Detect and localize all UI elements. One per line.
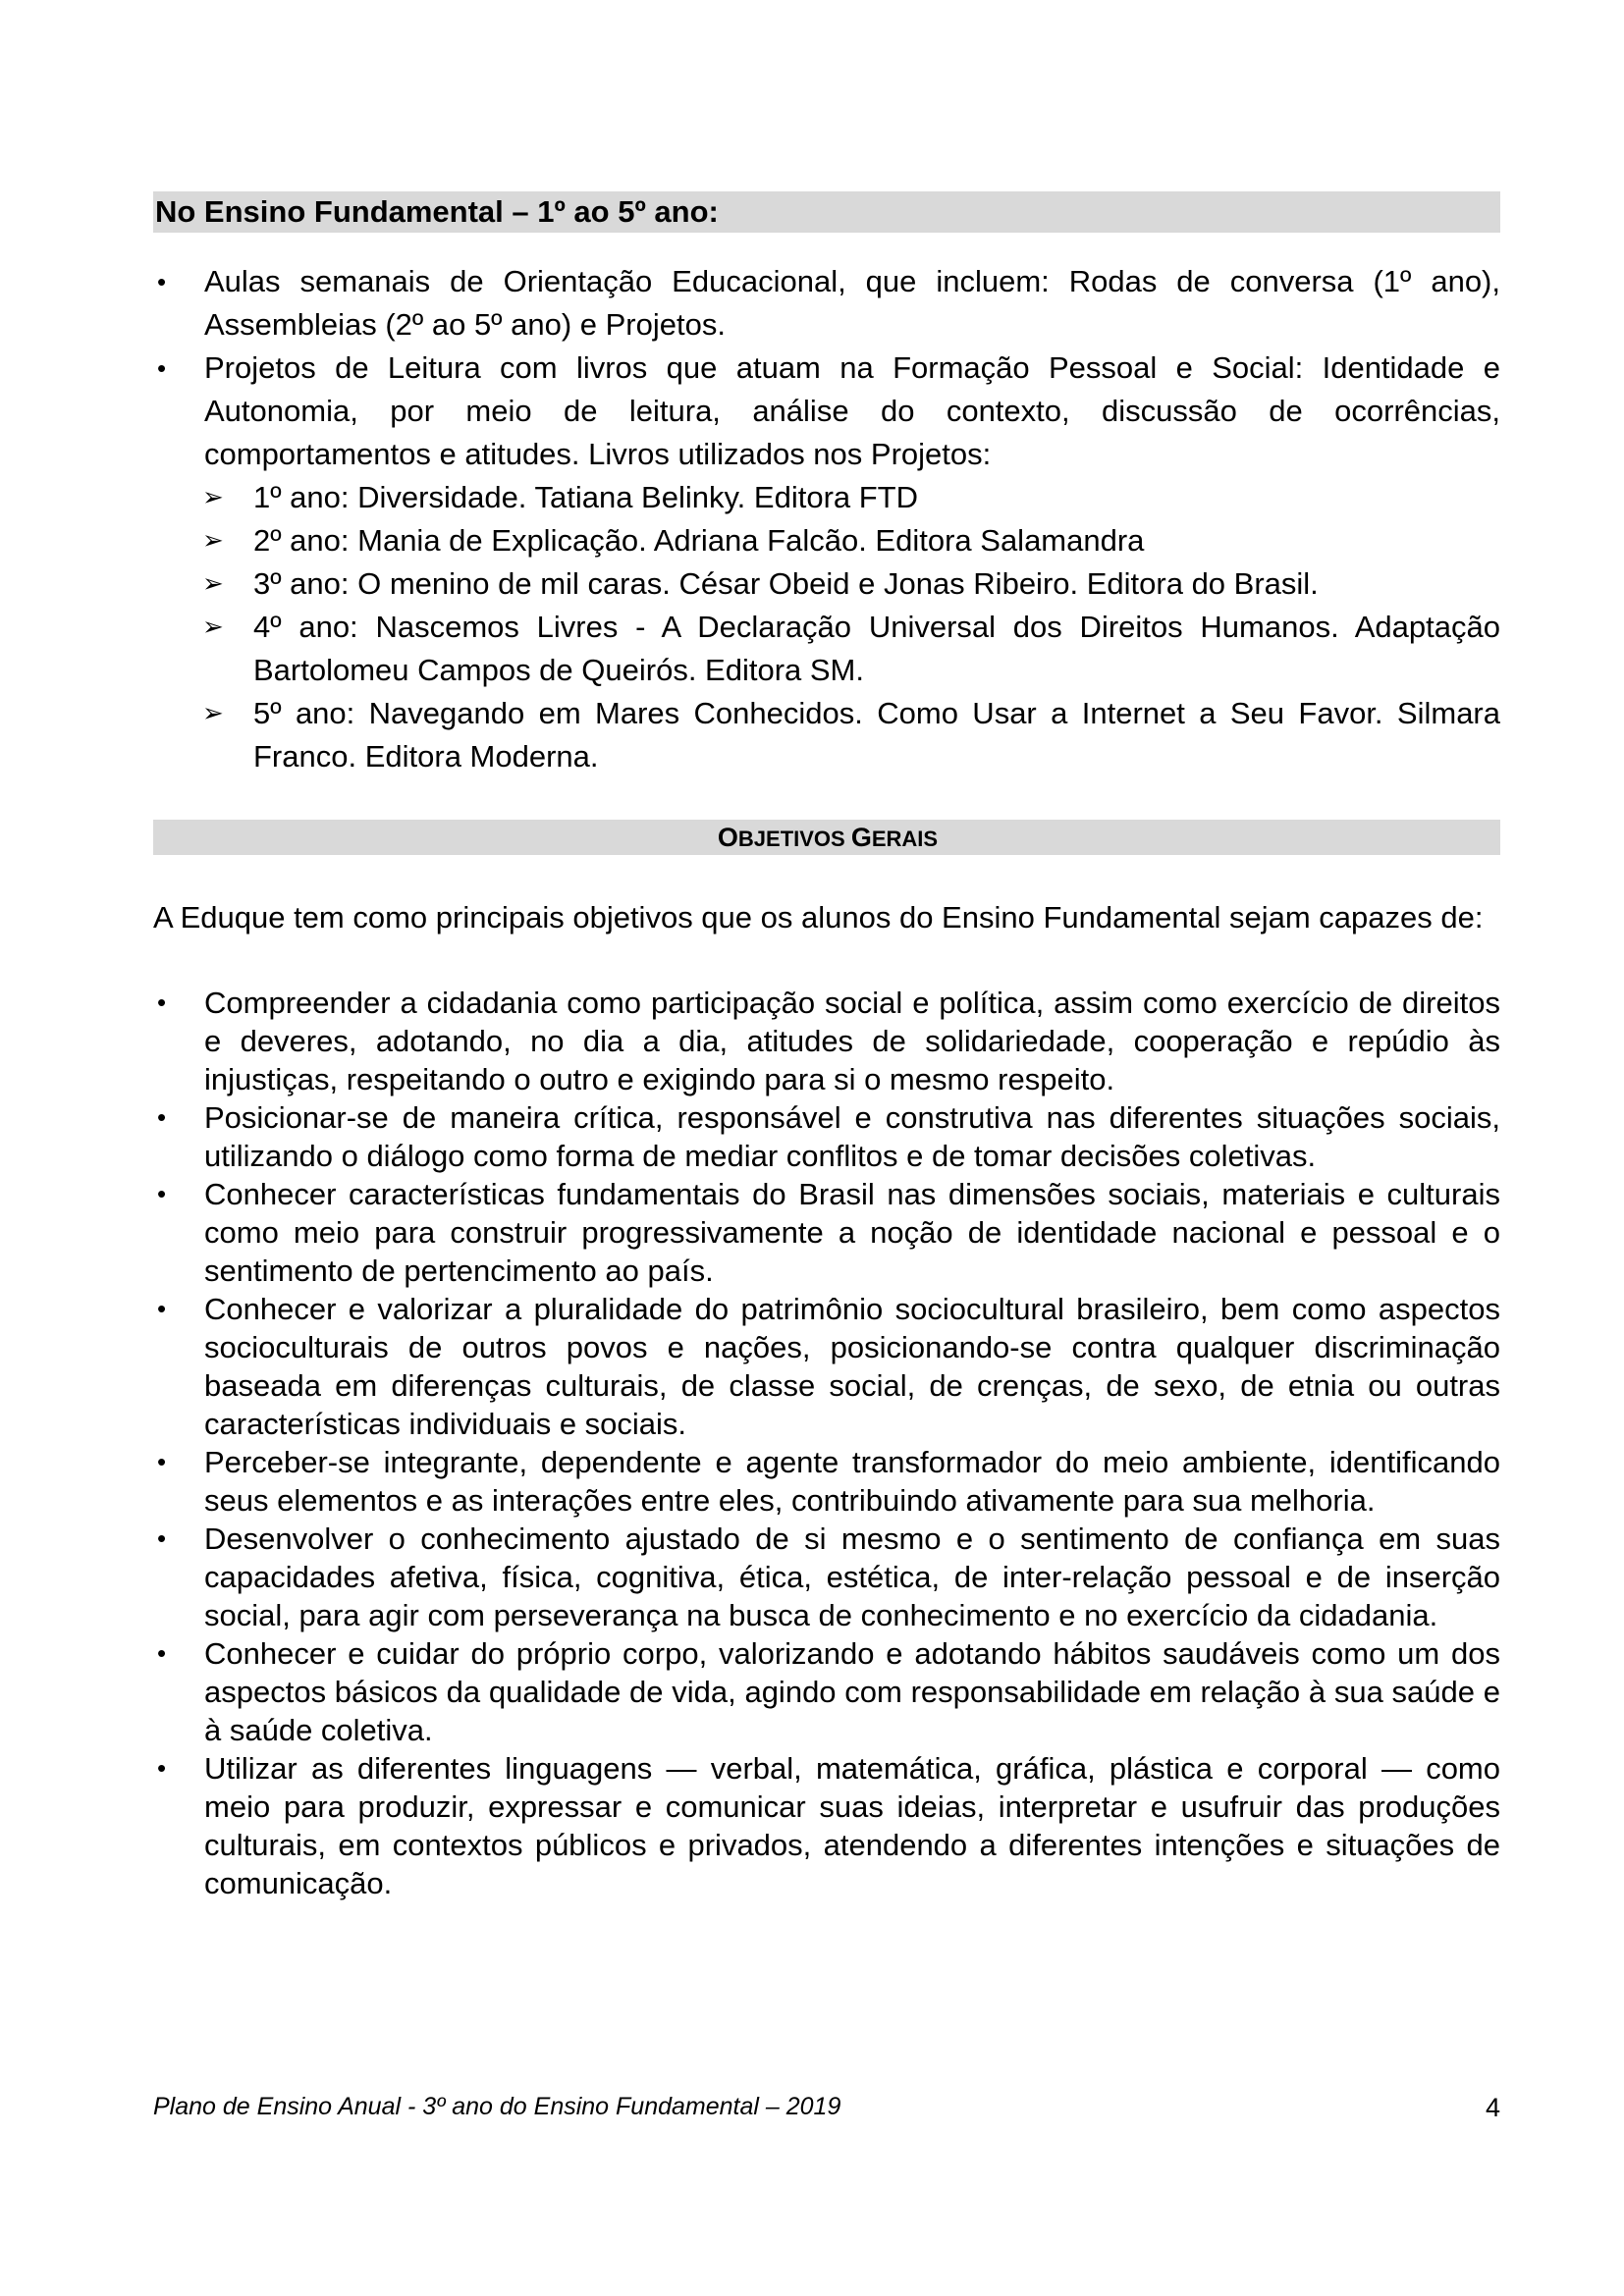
heading-part: BJETIVOS (737, 827, 851, 851)
objectives-intro: A Eduque tem como principais objetivos que os alunos do Ensino Fundamental sejam capazes de: (153, 900, 1484, 934)
book-text: 1º ano: Diversidade. Tatiana Belinky. Editora FTD (253, 480, 919, 514)
objective-item (153, 1175, 1500, 1290)
objective-text: Conhecer características fundamentais do Brasil nas dimensões sociais, materiais e culturais como meio para construir progressivamente a noção de identidade nacional e pessoal e o sentimento de pertencimento ao país. (204, 1177, 1500, 1288)
objective-text: Posicionar-se de maneira crítica, responsável e construtiva nas diferentes situações sociais, utilizando o diálogo como forma de mediar conflitos e de tomar decisões coletivas. (204, 1100, 1500, 1173)
objective-item (153, 1098, 1500, 1175)
objective-item (153, 984, 1500, 1098)
heading-part: O (717, 823, 738, 852)
objective-item (153, 1520, 1500, 1634)
book-text: 2º ano: Mania de Explicação. Adriana Falcão. Editora Salamandra (253, 523, 1145, 558)
book-text: 5º ano: Navegando em Mares Conhecidos. Como Usar a Internet a Seu Favor. Silmara Franco. Editora Moderna. (253, 696, 1500, 774)
list-item (153, 260, 1500, 347)
book-item (202, 562, 1500, 606)
book-text: 4º ano: Nascemos Livres - A Declaração Universal dos Direitos Humanos. Adaptação Bartolomeu Campos de Queirós. Editora SM. (253, 610, 1500, 687)
objective-text: Utilizar as diferentes linguagens — verbal, matemática, gráfica, plástica e corporal — como meio para produzir, expressar e comunicar suas ideias, interpretar e usufruir das produções culturais, em contextos públicos e privados, atendendo a diferentes intenções e situações de comunicação. (204, 1751, 1500, 1900)
book-item (202, 519, 1500, 562)
list-item (153, 347, 1500, 778)
objectives-list (153, 984, 1500, 1902)
objective-item (153, 1443, 1500, 1520)
book-item (202, 692, 1500, 778)
list-item-text: Projetos de Leitura com livros que atuam na Formação Pessoal e Social: Identidade e Autonomia, por meio de leitura, análise do contexto, discussão de ocorrências, comportamentos e atitudes. Livros utilizados nos Projetos: (204, 350, 1500, 471)
objective-item (153, 1290, 1500, 1443)
footer-text: Plano de Ensino Anual - 3º ano do Ensino Fundamental – 2019 (153, 2093, 841, 2120)
books-list (202, 476, 1500, 778)
section-heading-objetivos-gerais (153, 820, 1500, 855)
list-item-text: Aulas semanais de Orientação Educacional, que incluem: Rodas de conversa (1º ano), Assembleias (2º ao 5º ano) e Projetos. (204, 264, 1500, 342)
objective-text: Conhecer e valorizar a pluralidade do patrimônio sociocultural brasileiro, bem como aspectos socioculturais de outros povos e nações, posicionando-se contra qualquer discriminação baseada em diferenças culturais, de classe social, de crenças, de sexo, de etnia ou outras características individuais e sociais. (204, 1292, 1500, 1441)
objective-text: Desenvolver o conhecimento ajustado de si mesmo e o sentimento de confiança em suas capacidades afetiva, física, cognitiva, ética, estética, de inter-relação pessoal e de inserção social, para agir com perseverança na busca de conhecimento e no exercício da cidadania. (204, 1522, 1500, 1632)
ensino-fundamental-list (153, 260, 1500, 778)
page-number: 4 (1485, 2093, 1500, 2122)
book-text: 3º ano: O menino de mil caras. César Obeid e Jonas Ribeiro. Editora do Brasil. (253, 566, 1319, 601)
page-footer (153, 2093, 1500, 2121)
book-item (202, 606, 1500, 692)
book-item (202, 476, 1500, 519)
objective-item (153, 1749, 1500, 1902)
objective-text: Perceber-se integrante, dependente e agente transformador do meio ambiente, identificando seus elementos e as interações entre eles, contribuindo ativamente para sua melhoria. (204, 1445, 1500, 1518)
heading-part: ERAIS (871, 827, 939, 851)
objective-item (153, 1634, 1500, 1749)
objective-text: Compreender a cidadania como participação social e política, assim como exercício de direitos e deveres, adotando, no dia a dia, atitudes de solidariedade, cooperação e repúdio às injustiças, respeitando o outro e exigindo para si o mesmo respeito. (204, 986, 1500, 1096)
section-heading-ensino-fundamental: No Ensino Fundamental – 1º ao 5º ano: (153, 191, 1500, 233)
page-content (153, 191, 1500, 1902)
objective-text: Conhecer e cuidar do próprio corpo, valorizando e adotando hábitos saudáveis como um dos aspectos básicos da qualidade de vida, agindo com responsabilidade em relação à sua saúde e à saúde coletiva. (204, 1636, 1500, 1747)
heading-part: G (850, 823, 872, 852)
